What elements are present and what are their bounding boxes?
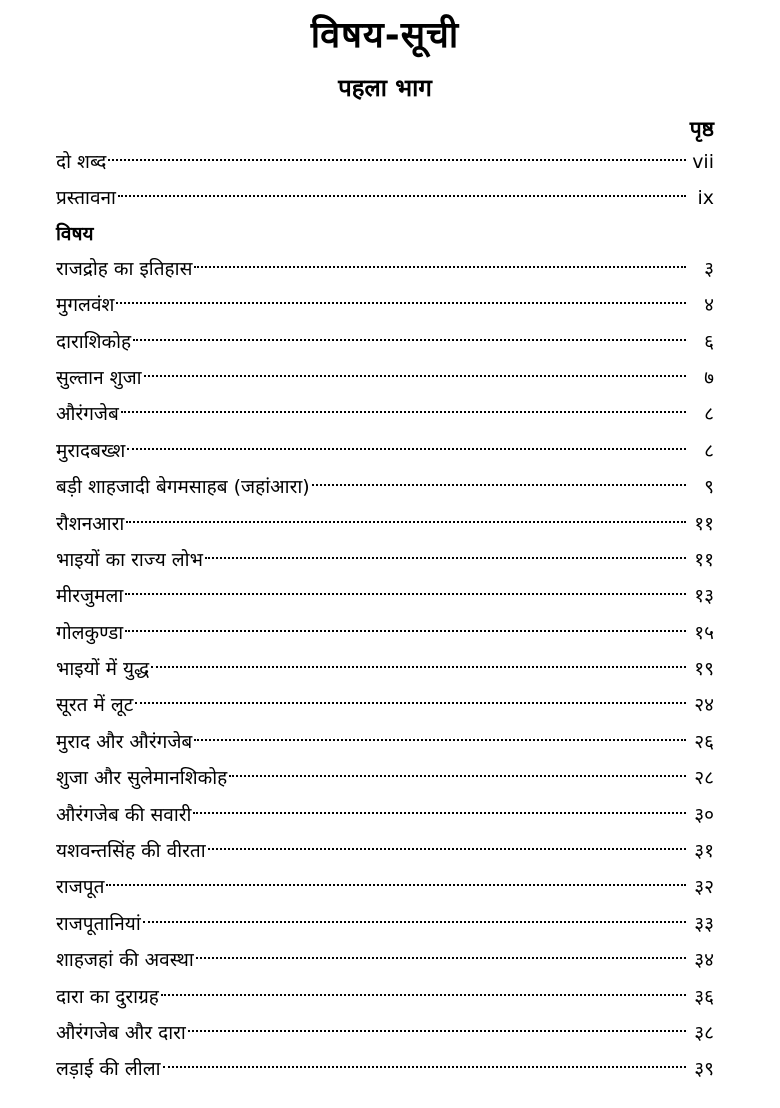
toc-entry <box>56 251 714 287</box>
toc-entry <box>56 360 714 396</box>
toc-entry <box>56 324 714 360</box>
toc-entry <box>56 833 714 869</box>
toc-entry <box>56 906 714 942</box>
toc-entry <box>56 869 714 905</box>
toc-entry-page-number: ८ <box>704 403 714 426</box>
toc-entry-title: सूरत में लूट <box>56 694 134 717</box>
front-matter-list <box>56 144 714 217</box>
toc-entry-title: सुल्तान शुजा <box>56 366 142 389</box>
toc-entry-page-number: १५ <box>694 621 714 644</box>
toc-entry-page-number: ११ <box>694 512 714 535</box>
toc-entry <box>56 687 714 723</box>
dot-leader <box>125 630 686 632</box>
dot-leader <box>188 1030 686 1032</box>
toc-entry-page-number: ४ <box>704 294 714 317</box>
toc-entry-page-number: ३१ <box>694 840 714 863</box>
dot-leader <box>151 666 686 668</box>
toc-entry-page-number: ३२ <box>694 876 714 899</box>
page-title: विषय-सूची <box>310 15 460 56</box>
toc-entry-page-number: ३३ <box>694 912 714 935</box>
toc-entry-title: मुराद और औरंगजेब <box>56 730 193 753</box>
toc-entry <box>56 724 714 760</box>
toc-entry <box>56 797 714 833</box>
toc-entry <box>56 1051 714 1087</box>
dot-leader <box>194 266 686 268</box>
toc-entry-title: यशवन्तसिंह की वीरता <box>56 840 206 863</box>
toc-entry-title: राजद्रोह का इतिहास <box>56 257 193 280</box>
toc-entry-title: भाइयों का राज्य लोभ <box>56 548 203 571</box>
dot-leader <box>135 702 686 704</box>
toc-entry-title: मुगलवंश <box>56 294 115 317</box>
toc-entry-page-number: ३० <box>694 803 714 826</box>
dot-leader <box>118 195 686 197</box>
dot-leader <box>193 812 686 814</box>
toc-entry <box>56 144 714 180</box>
toc-entry-page-number: ३८ <box>694 1021 714 1044</box>
toc-entry-title: मुरादबख्श <box>56 439 126 462</box>
dot-leader <box>144 375 686 377</box>
dot-leader <box>133 339 686 341</box>
dot-leader <box>126 521 686 523</box>
part-heading: पहला भाग <box>338 74 432 102</box>
toc-entry-title: भाइयों में युद्ध <box>56 658 150 681</box>
toc-entry-title: शाहजहां की अवस्था <box>56 949 194 972</box>
toc-entry-title: औरंगजेब और दारा <box>56 1021 186 1044</box>
dot-leader <box>143 921 686 923</box>
toc-entry-title: औरंगजेब <box>56 403 119 426</box>
dot-leader <box>312 484 686 486</box>
toc-entry-title: मीरजुमला <box>56 585 124 608</box>
toc-entry-page-number: १३ <box>694 585 714 608</box>
toc-entry-page-number: ३ <box>704 257 714 280</box>
toc-entries-list <box>56 251 714 1088</box>
toc-entry-page-number: ३६ <box>694 985 714 1008</box>
toc-entry <box>56 542 714 578</box>
toc-entry-page-number: vii <box>692 151 714 173</box>
page-column-heading: पृष्ठ <box>689 117 714 141</box>
toc-entry-title: दो शब्द <box>56 151 107 173</box>
toc-entry <box>56 615 714 651</box>
dot-leader <box>163 1066 687 1068</box>
dot-leader <box>161 994 686 996</box>
toc-entry-title: राजपूत <box>56 876 105 899</box>
toc-entry <box>56 506 714 542</box>
toc-entry-page-number: ११ <box>694 548 714 571</box>
toc-entry-page-number: ६ <box>704 330 714 353</box>
dot-leader <box>127 448 686 450</box>
toc-entry <box>56 979 714 1015</box>
toc-entry-page-number: ८ <box>704 439 714 462</box>
toc-entry-title: राजपूतानियां <box>56 912 141 935</box>
toc-entry-page-number: ३४ <box>694 949 714 972</box>
toc-entry-page-number: १९ <box>694 658 714 681</box>
toc-entry-title: गोलकुण्डा <box>56 621 124 644</box>
toc-entry-title: शुजा और सुलेमानशिकोह <box>56 767 228 790</box>
toc-entry <box>56 1015 714 1051</box>
toc-entry-title: प्रस्तावना <box>56 187 116 210</box>
toc-entry-title: बड़ी शाहजादी बेगमसाहब (जहांआरा) <box>56 476 310 499</box>
toc-entry <box>56 469 714 505</box>
toc-entry-page-number: २६ <box>694 730 714 753</box>
toc-entry-title: लड़ाई की लीला <box>56 1058 161 1081</box>
toc-entry-page-number: ३९ <box>694 1058 714 1081</box>
toc-entry-title: रौशनआरा <box>56 512 125 535</box>
toc-entry-page-number: ९ <box>704 476 714 499</box>
dot-leader <box>121 411 686 413</box>
dot-leader <box>205 557 686 559</box>
section-heading: विषय <box>56 222 94 245</box>
dot-leader <box>108 159 686 161</box>
dot-leader <box>229 775 686 777</box>
toc-entry <box>56 942 714 978</box>
dot-leader <box>194 739 686 741</box>
dot-leader <box>106 884 686 886</box>
toc-entry <box>56 180 714 216</box>
toc-entry-page-number: ix <box>697 187 714 210</box>
dot-leader <box>208 848 686 850</box>
dot-leader <box>196 957 686 959</box>
dot-leader <box>125 593 686 595</box>
toc-entry-title: दारा का दुराग्रह <box>56 985 159 1008</box>
toc-entry-page-number: २८ <box>694 767 714 790</box>
toc-entry <box>56 760 714 796</box>
toc-entry <box>56 287 714 323</box>
toc-entry <box>56 651 714 687</box>
toc-entry-title: दाराशिकोह <box>56 330 132 353</box>
toc-entry-page-number: ७ <box>704 366 714 389</box>
toc-entry-page-number: २४ <box>694 694 714 717</box>
toc-entry-title: औरंगजेब की सवारी <box>56 803 192 826</box>
toc-entry <box>56 396 714 432</box>
toc-entry <box>56 578 714 614</box>
dot-leader <box>116 302 686 304</box>
toc-entry <box>56 433 714 469</box>
